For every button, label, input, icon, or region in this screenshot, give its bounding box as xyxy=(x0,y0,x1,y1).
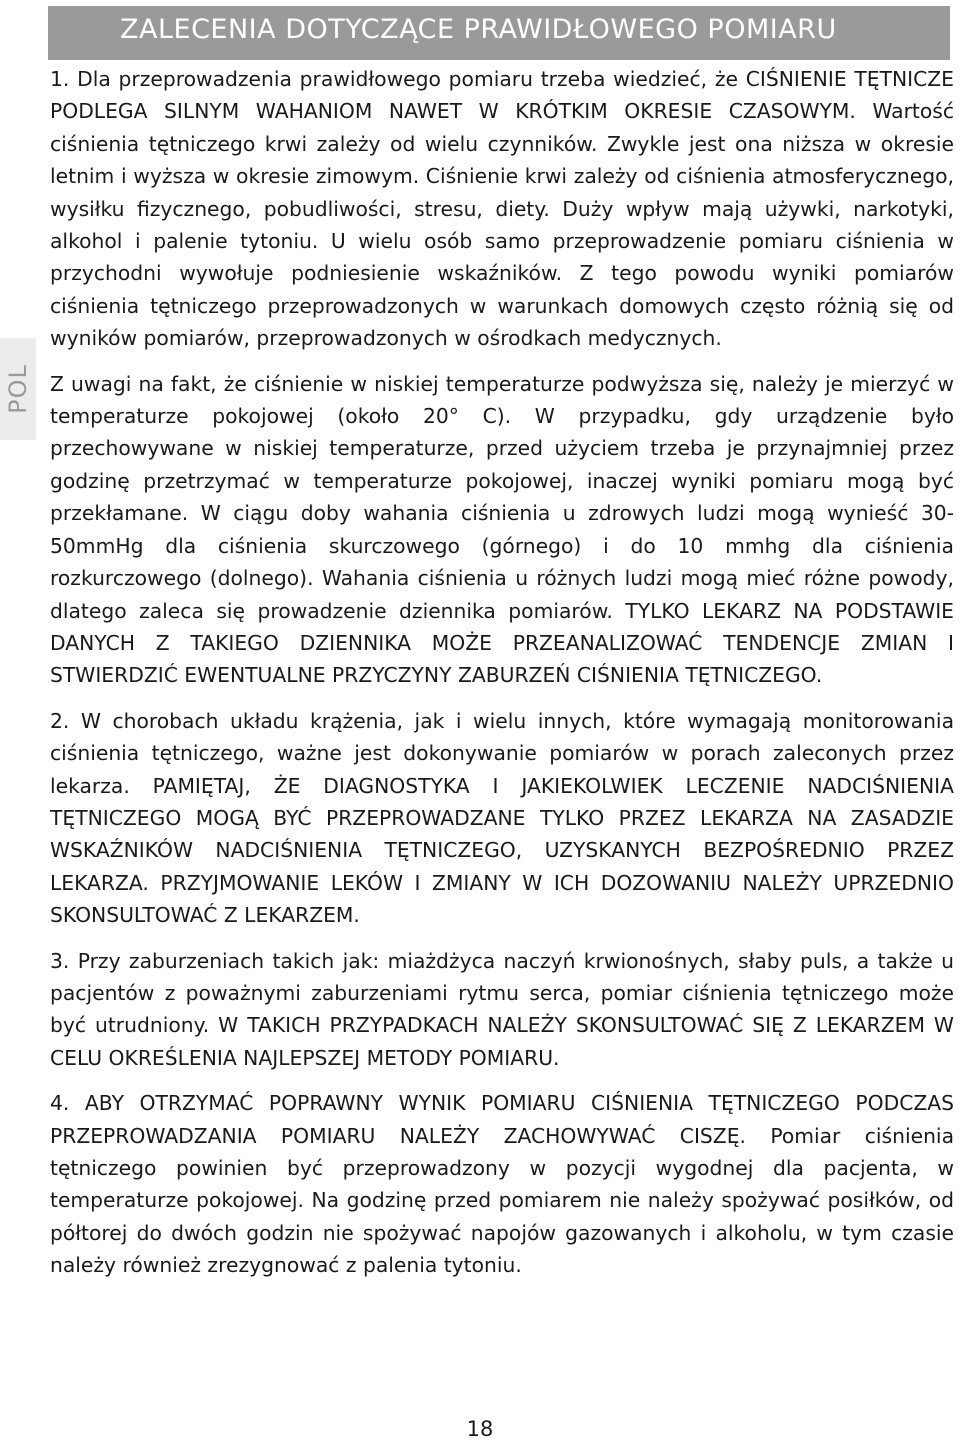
paragraph-3: 3. Przy zaburzeniach takich jak: miażdżyca naczyń krwionośnych, słaby puls, a także u pacjentów z poważnymi zaburzeniami rytmu serca, pomiar ciśnienia tętniczego może być utrudniony. W TAKICH PRZYPADKACH NALEŻY SKONSULTOWAĆ SIĘ Z LEKARZEM W CELU OKREŚLENIA NAJLEPSZEJ METODY POMIARU. xyxy=(50,948,954,1070)
page-title: ZALECENIA DOTYCZĄCE PRAWIDŁOWEGO POMIARU xyxy=(120,14,837,45)
body-text xyxy=(50,63,954,1295)
paragraph-1-continued: Z uwagi na fakt, że ciśnienie w niskiej temperaturze podwyższa się, należy je mierzyć w temperaturze pokojowej (około 20° C). W przypadku, gdy urządzenie było przechowywane w niskiej temperaturze, przed użyciem trzeba je przynajmniej przez godzinę przetrzymać w temperaturze pokojowej, inaczej wyniki pomiaru mogą być przekłamane. W ciągu doby wahania ciśnienia u zdrowych ludzi mogą wynieść 30-50mmHg dla ciśnienia skurczowego (górnego) i do 10 mmhg dla ciśnienia rozkurczowego (dolnego). Wahania ciśnienia u różnych ludzi mogą mieć różne powody, dlatego zaleca się prowadzenie dziennika pomiarów. TYLKO LEKARZ NA PODSTAWIE DANYCH Z TAKIEGO DZIENNIKA MOŻE PRZEANALIZOWAĆ TENDENCJE ZMIAN I STWIERDZIĆ EWENTUALNE PRZYCZYNY ZABURZEŃ CIŚNIENIA TĘTNICZEGO. xyxy=(50,371,954,688)
paragraph-1: 1. Dla przeprowadzenia prawidłowego pomiaru trzeba wiedzieć, że CIŚNIENIE TĘTNICZE PODLEGA SILNYM WAHANIOM NAWET W KRÓTKIM OKRESIE CZASOWYM. Wartość ciśnienia tętniczego krwi zależy od wielu czynników. Zwykle jest ona niższa w okresie letnim i wyższa w okresie zimowym. Ciśnienie krwi zależy od ciśnienia atmosferycznego, wysiłku fizycznego, pobudliwości, stresu, diety. Duży wpływ mają używki, narkotyki, alkohol i palenie tytoniu. U wielu osób samo przeprowadzenie pomiaru ciśnienia w przychodni wywołuje podniesienie wskaźników. Z tego powodu wyniki pomiarów ciśnienia tętniczego przeprowadzonych w warunkach domowych często różnią się od wyników pomiarów, przeprowadzonych w ośrodkach medycznych. xyxy=(50,67,954,351)
language-label: POL xyxy=(4,364,32,414)
paragraph-2: 2. W chorobach układu krążenia, jak i wielu innych, które wymagają monitorowania ciśnienia tętniczego, ważne jest dokonywanie pomiarów w porach zaleconych przez lekarza. PAMIĘTAJ, ŻE DIAGNOSTYKA I JAKIEKOLWIEK LECZENIE NADCIŚNIENIA TĘTNICZEGO MOGĄ BYĆ PRZEPROWADZANE TYLKO PRZEZ LEKARZA NA ZASADZIE WSKAŹNIKÓW NADCIŚNIENIA TĘTNICZEGO, UZYSKANYCH BEZPOŚREDNIO PRZEZ LEKARZA. PRZYJMOWANIE LEKÓW I ZMIANY W ICH DOZOWANIU NALEŻY UPRZEDNIO SKONSULTOWAĆ Z LEKARZEM. xyxy=(50,708,954,928)
page-number: 18 xyxy=(466,1417,494,1441)
paragraph-4: 4. ABY OTRZYMAĆ POPRAWNY WYNIK POMIARU CIŚNIENIA TĘTNICZEGO PODCZAS PRZEPROWADZANIA POMIARU NALEŻY ZACHOWYWAĆ CISZĘ. Pomiar ciśnienia tętniczego powinien być przeprowadzony w pozycji wygodnej dla pacjenta, w temperaturze pokojowej. Na godzinę przed pomiarem nie należy spożywać posiłków, od półtorej do dwóch godzin nie spożywać napojów gazowanych i alkoholu, w tym czasie należy również zrezygnować z palenia tytoniu. xyxy=(50,1091,954,1278)
